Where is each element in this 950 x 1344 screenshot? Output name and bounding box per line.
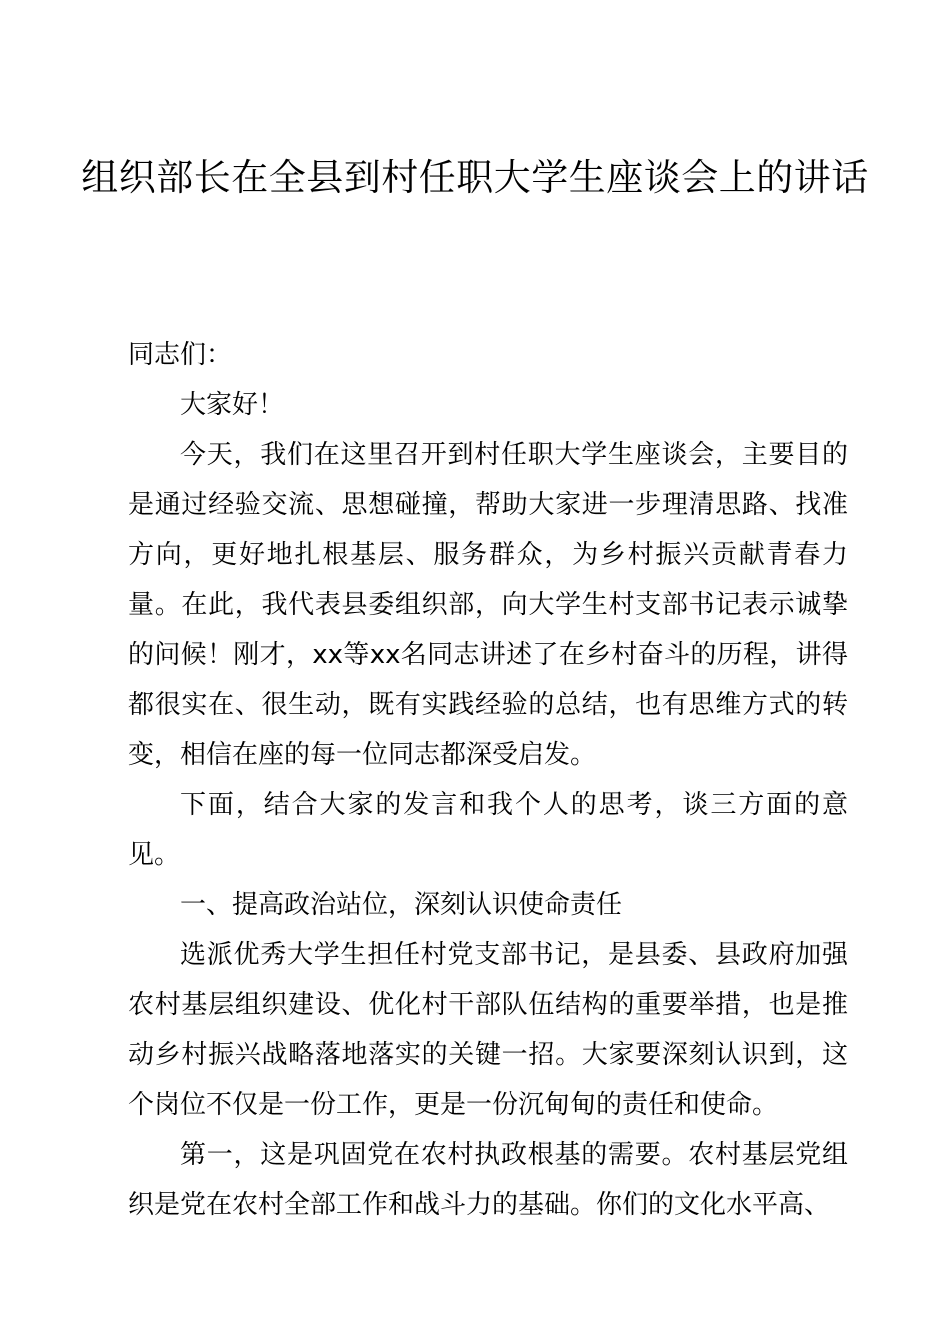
transition-paragraph: 下面，结合大家的发言和我个人的思考，谈三方面的意见。 <box>128 790 848 870</box>
document-title: 组织部长在全县到村任职大学生座谈会上的讲话 <box>81 156 869 199</box>
document-body <box>128 330 848 1230</box>
section-1-paragraph: 选派优秀大学生担任村党支部书记，是县委、县政府加强农村基层组织建设、优化村干部队伍结构的重要举措，也是推动乡村振兴战略落地落实的关键一招。大家要深刻认识到，这个岗位不仅是一份工作，更是一份沉甸甸的责任和使命。 <box>128 940 848 1120</box>
intro-paragraph: 今天，我们在这里召开到村任职大学生座谈会，主要目的是通过经验交流、思想碰撞，帮助大家进一步理清思路、找准方向，更好地扎根基层、服务群众，为乡村振兴贡献青春力量。在此，我代表县委组织部，向大学生村支部书记表示诚挚的问候！刚才，xx等xx名同志讲述了在乡村奋斗的历程，讲得都很实在、很生动，既有实践经验的总结，也有思维方式的转变，相信在座的每一位同志都深受启发。 <box>128 440 848 770</box>
salutation: 同志们： <box>128 340 233 370</box>
section-heading-1: 一、提高政治站位，深刻认识使命责任 <box>180 890 623 920</box>
point-1-paragraph: 第一，这是巩固党在农村执政根基的需要。农村基层党组织是党在农村全部工作和战斗力的基础。你们的文化水平高、 <box>128 1140 848 1220</box>
greeting-paragraph: 大家好！ <box>180 390 285 420</box>
